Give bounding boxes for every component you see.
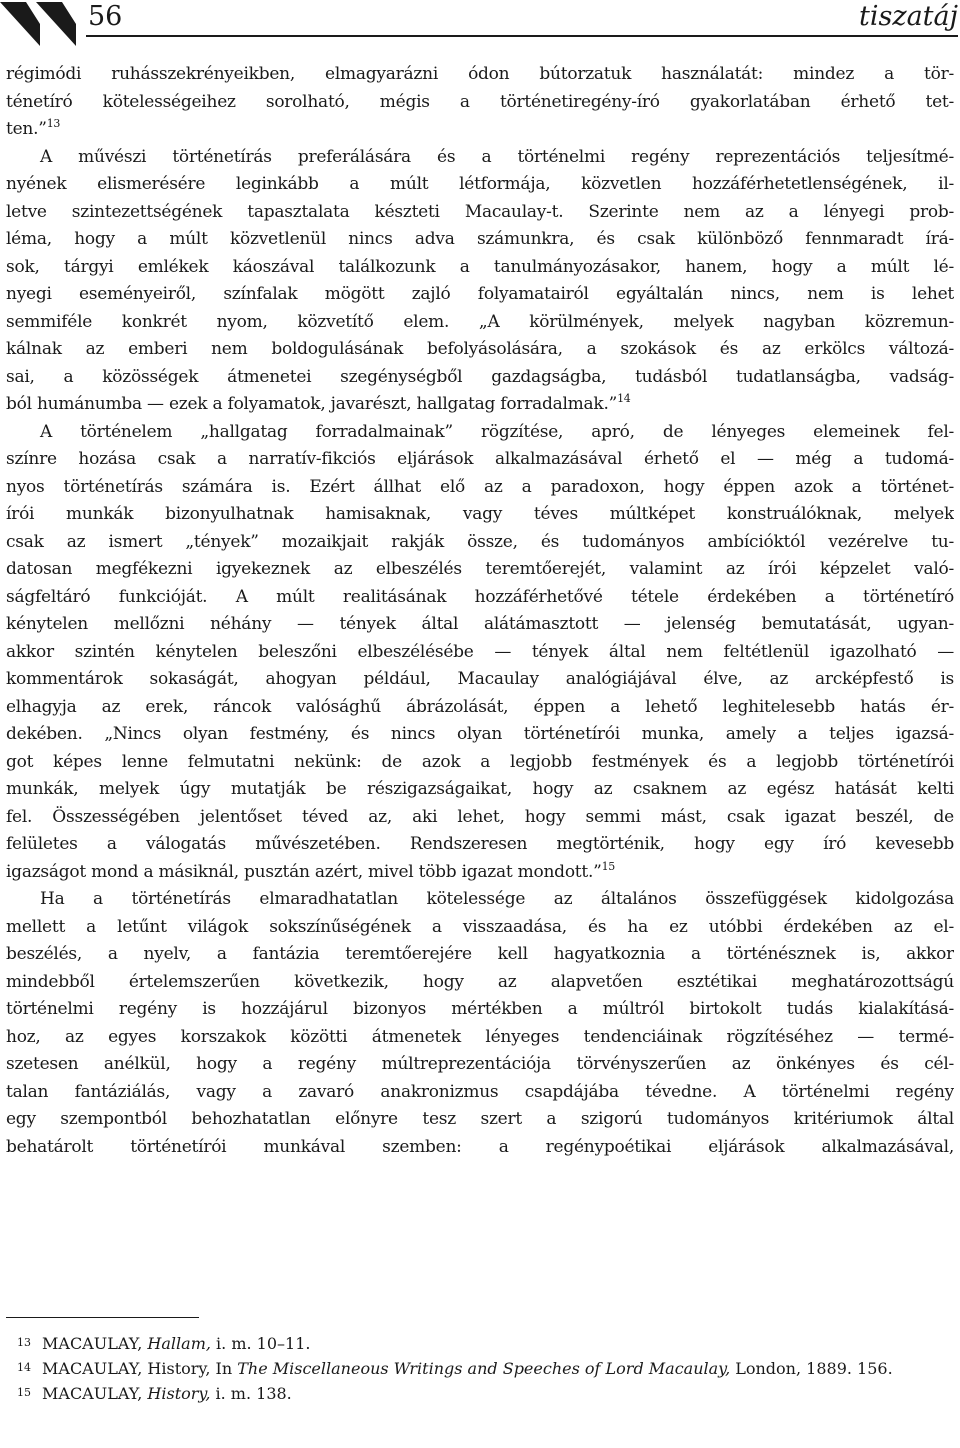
page-header <box>0 0 960 48</box>
text-line <box>6 1106 954 1134</box>
page-number: 56 <box>88 1 123 32</box>
body-text <box>6 61 954 1161</box>
text-line <box>6 639 954 667</box>
text-line-content: írói munkák bizonyulhatnak hamisaknak, vagy téves múltképet konstruálóknak, melyek <box>6 504 954 524</box>
text-line-content: A történelem „hallgatag forradalmainak” rögzítése, apró, de lényeges elemeinek fel- <box>40 421 954 442</box>
text-line <box>6 474 954 502</box>
footnote-number: 14 <box>17 1361 31 1374</box>
text-line <box>6 364 954 392</box>
text-line <box>6 886 954 914</box>
text-line <box>6 61 954 89</box>
text-line-content: munkák, melyek úgy mutatják be részigazságaikat, hogy az csaknem az egész hatását kelti <box>6 779 954 799</box>
text-line <box>6 199 954 227</box>
footnote-text: i. m. 138. <box>210 1384 292 1403</box>
footnote-rule <box>6 1317 199 1318</box>
footnote <box>6 1381 954 1406</box>
text-line <box>6 969 954 997</box>
text-line-content: got képes lenne felmutatni nekünk: de azok a legjobb festmények és a legjobb történetírói <box>6 751 954 772</box>
text-line <box>6 309 954 337</box>
text-line-content: szetesen anélkül, hogy a regény múltreprezentációja törvényszerűen az önkényes és cél- <box>6 1054 954 1074</box>
text-line <box>6 529 954 557</box>
footnote-reference[interactable]: 15 <box>601 859 616 873</box>
text-line <box>6 501 954 529</box>
text-line <box>6 749 954 777</box>
text-line <box>6 584 954 612</box>
text-line-content: behatárolt történetírói munkával szemben: a regénypoétikai eljárások alkalmazásával, <box>6 1136 954 1157</box>
text-line-content: kálnak az emberi nem boldogulásának befolyásolására, a szokások és az erkölcs változá- <box>6 339 954 359</box>
text-line-content: akkor szintén kénytelen beleszőni elbeszélésébe — tények által nem feltétlenül igazolható — <box>6 641 954 662</box>
footnote-title: The Miscellaneous Writings and Speeches of Lord Macaulay, <box>237 1359 731 1378</box>
text-line <box>6 336 954 364</box>
text-line <box>6 391 954 419</box>
text-line-content: nyének elismerésére leginkább a múlt létformája, közvetlen hozzáférhetetlenségének, il- <box>6 174 954 194</box>
text-line-content: csak az ismert „tények” mozaikjait rakják össze, és tudományos ambícióktól vezérelve tu- <box>6 531 954 552</box>
text-line-content: ténetíró kötelességeihez sorolható, mégis a történetiregény-író gyakorlatában érhető tet- <box>6 91 954 112</box>
text-line <box>6 1024 954 1052</box>
text-line <box>6 446 954 474</box>
text-line <box>6 914 954 942</box>
footnote-text: MACAULAY, <box>42 1384 148 1403</box>
header-rule <box>86 35 958 37</box>
text-line <box>6 831 954 859</box>
text-line-content: léma, hogy a múlt közvetlenül nincs adva számunkra, és csak különböző fennmaradt írá- <box>6 229 954 249</box>
text-line-content: igazságot mond a másiknál, pusztán azért, mivel több igazat mondott.” <box>6 861 602 882</box>
header-ornament-icon <box>0 0 80 48</box>
text-line-content: sai, a közösségek átmenetei szegénységből gazdagságba, tudásból tudatlanságba, vadság- <box>6 366 954 387</box>
text-line <box>6 611 954 639</box>
text-line <box>6 1051 954 1079</box>
journal-title: tiszatáj <box>859 1 958 32</box>
text-line-content: beszélés, a nyelv, a fantázia teremtőerejére kell hagyatkoznia a történésznek is, akkor <box>6 944 954 964</box>
text-line-content: egy szempontból behozhatatlan előnyre tesz szert a szigorú tudományos kritériumok által <box>6 1109 954 1129</box>
text-line <box>6 556 954 584</box>
text-line-content: nyos történetírás számára is. Ezért állhat elő az a paradoxon, hogy éppen azok a történet- <box>6 476 954 497</box>
footnotes <box>6 1331 954 1406</box>
text-line-content: történelmi regény is hozzájárul bizonyos mértékben a múltról birtokolt tudás kialakításá- <box>6 999 954 1019</box>
text-line-content: fel. Összességében jelentőset téved az, aki lehet, hogy semmi mást, csak igazat beszél, de <box>6 806 954 827</box>
text-line <box>6 859 954 887</box>
footnote-text: MACAULAY, History, In <box>42 1359 238 1378</box>
text-line <box>6 116 954 144</box>
text-line-content: elhagyja az erek, ráncok valósághű ábrázolását, éppen a lehető leghitelesebb hatás ér- <box>6 696 954 717</box>
footnote-reference[interactable]: 14 <box>617 392 631 405</box>
text-line <box>6 694 954 722</box>
text-line <box>6 941 954 969</box>
text-line <box>6 996 954 1024</box>
text-line <box>6 419 954 447</box>
footnote-number: 15 <box>17 1386 31 1399</box>
text-line <box>6 1079 954 1107</box>
footnote-number: 13 <box>17 1336 31 1349</box>
footnote-reference[interactable]: 13 <box>46 117 61 130</box>
text-line-content: dekében. „Nincs olyan festmény, és nincs olyan történetírói munka, amely a teljes igazsá- <box>6 724 954 744</box>
text-line-content: felületes a válogatás művészetében. Rendszeresen megtörténik, hogy egy író kevesebb <box>6 834 954 854</box>
text-line-content: Ha a történetírás elmaradhatatlan kötelessége az általános összefüggések kidolgozása <box>40 889 954 909</box>
text-line <box>6 776 954 804</box>
text-line-content: letve szintezettségének tapasztalata készteti Macaulay-t. Szerinte nem az a lényegi prob- <box>6 201 954 222</box>
text-line-content: hoz, az egyes korszakok közötti átmenetek lényeges tendenciáinak rögzítéséhez — termé- <box>6 1026 954 1047</box>
text-line-content: sok, tárgyi emlékek káoszával találkozunk a tanulmányozásakor, hanem, hogy a múlt lé- <box>6 256 954 277</box>
text-line <box>6 226 954 254</box>
footnote-text: MACAULAY, <box>42 1334 148 1353</box>
footnote-text: London, 1889. 156. <box>730 1359 893 1378</box>
text-line-content: kénytelen mellőzni néhány — tények által alátámasztott — jelenség bemutatását, ugyan- <box>6 614 954 634</box>
text-line <box>6 804 954 832</box>
text-line-content: ságfeltáró funkcióját. A múlt realitásának hozzáférhetővé tétele érdekében a történetíró <box>6 586 954 607</box>
text-line-content: ból humánumba — ezek a folyamatok, javarészt, hallgatag forradalmak.” <box>6 394 618 414</box>
text-line-content: régimódi ruhásszekrényeikben, elmagyarázni ódon bútorzatuk használatát: mindez a tör- <box>6 64 954 84</box>
text-line <box>6 144 954 172</box>
text-line <box>6 721 954 749</box>
text-line-content: kommentárok sokaságát, ahogyan például, Macaulay analógiájával élve, az arcképfestő is <box>6 669 954 689</box>
text-line-content: mindebből értelemszerűen következik, hogy az alapvetően esztétikai meghatározottságú <box>6 971 954 992</box>
footnote-text: i. m. 10–11. <box>210 1334 311 1353</box>
text-line-content: talan fantáziálás, vagy a zavaró anakronizmus csapdájába tévedne. A történelmi regény <box>6 1081 954 1102</box>
text-line <box>6 254 954 282</box>
text-line <box>6 89 954 117</box>
footnote-title: Hallam, <box>147 1334 211 1353</box>
text-line <box>6 666 954 694</box>
text-line-content: ten.” <box>6 119 47 139</box>
text-line-content: A művészi történetírás preferálására és a történelmi regény reprezentációs teljesítmé- <box>40 146 954 167</box>
footnote-title: History, <box>147 1384 211 1403</box>
text-line-content: színre hozása csak a narratív-fikciós eljárások alkalmazásával érhető el — még a tudomá- <box>6 449 954 469</box>
text-line-content: nyegi eseményeiről, színfalak mögött zajló folyamatairól egyáltalán nincs, nem is lehet <box>6 284 954 304</box>
text-line <box>6 171 954 199</box>
text-line <box>6 1134 954 1162</box>
text-line-content: datosan megfékezni igyekeznek az elbeszélés teremtőerejét, valamint az írói képzelet való- <box>6 559 954 579</box>
text-line <box>6 281 954 309</box>
text-line-content: mellett a letűnt világok sokszínűségének a visszaadása, és ha ez utóbbi érdekében az el- <box>6 916 954 937</box>
text-line-content: semmiféle konkrét nyom, közvetítő elem. „A körülmények, melyek nagyban közremun- <box>6 311 954 332</box>
footnote <box>6 1356 954 1381</box>
footnote <box>6 1331 954 1356</box>
